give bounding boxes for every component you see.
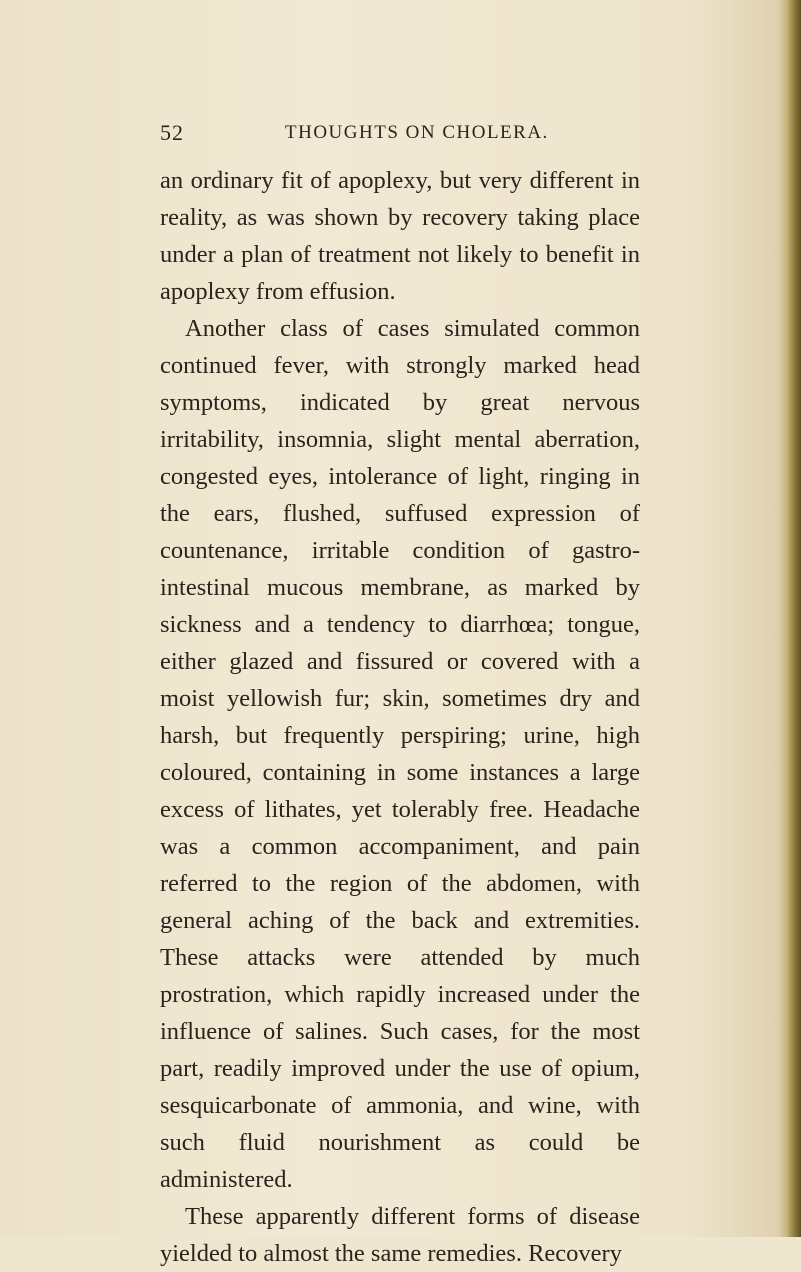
page-header (160, 120, 610, 150)
paragraph-3: These apparently different forms of disease yielded to almost the same remedies. Recovery (160, 1203, 640, 1267)
body-text (160, 162, 640, 1272)
paragraph-2: Another class of cases simulated common continued fever, with strongly marked head symptoms, indicated by great nervous irritability, insomnia, slight mental aberration, congested eyes, intolerance of light, ringing in the ears, flushed, suffused expression of countenance, irritable condition of gastro-intestinal mucous membrane, as marked by sickness and a tendency to diarrhœa; tongue, either glazed and fissured or covered with a moist yellowish fur; skin, sometimes dry and harsh, but frequently perspiring; urine, high coloured, containing in some instances a large excess of lithates, yet tolerably free. Headache was a common accompaniment, and pain referred to the region of the abdomen, with general aching of the back and extremities. These attacks were attended by much prostration, which rapidly increased under the influence of salines. Such cases, for the most part, readily improved under the use of opium, sesquicarbonate of ammonia, and wine, with such fluid nourishment as could be administered. (160, 315, 640, 1193)
running-title: THOUGHTS ON CHOLERA. (285, 122, 549, 143)
page-number: 52 (160, 120, 184, 145)
paragraph-1: an ordinary fit of apoplexy, but very different in reality, as was shown by recovery taking place under a plan of treatment not likely to benefit in apoplexy from effusion. (160, 167, 640, 305)
page-edge-shadow (779, 0, 801, 1237)
